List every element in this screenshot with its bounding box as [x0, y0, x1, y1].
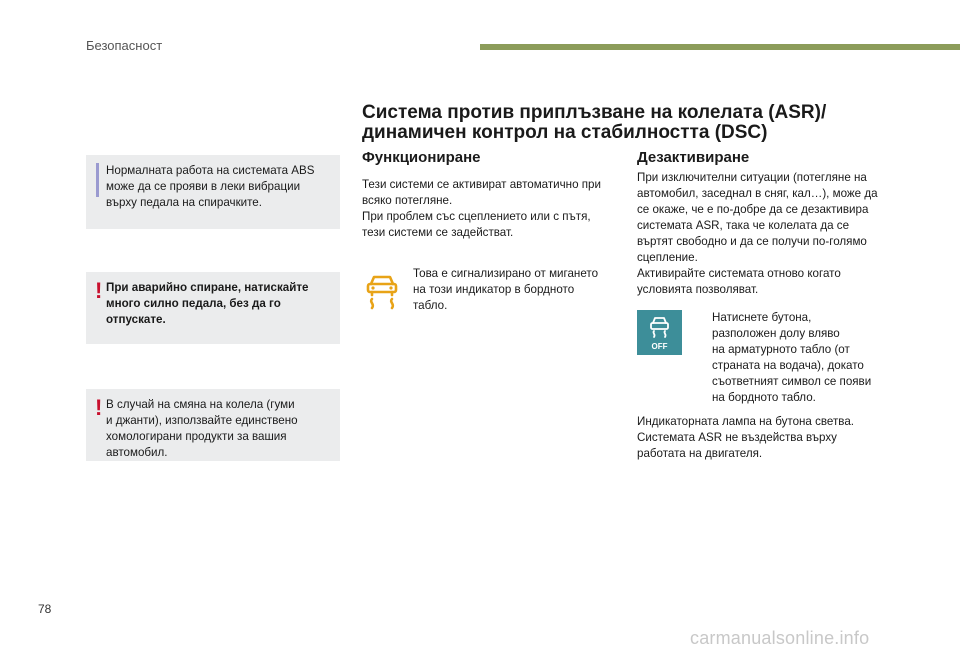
- title-line: Система против приплъзване на колелата (ASR)/: [362, 102, 827, 123]
- text-line: съответният символ се появи: [712, 375, 872, 388]
- text-line: Тези системи се активират автоматично при: [362, 178, 601, 191]
- page-number: 78: [38, 602, 52, 616]
- header-rule: [480, 44, 960, 50]
- text-line: разположен долу вляво: [712, 327, 840, 340]
- note-line: отпускате.: [106, 313, 166, 326]
- text-line: въртят свободно и да се получи по-голямо: [637, 235, 867, 248]
- note-line: автомобил.: [106, 446, 168, 459]
- page-title: [362, 103, 862, 143]
- note-line: При аварийно спиране, натискайте: [106, 281, 309, 294]
- text-line: системата ASR, така че колелата да се: [637, 219, 850, 232]
- text-line: автомобил, заседнал в сняг, кал…), може да: [637, 187, 878, 200]
- text-line: Индикаторната лампа на бутона светва.: [637, 415, 854, 428]
- deactivation-paragraph: [637, 170, 905, 298]
- text-line: на бордното табло.: [712, 391, 816, 404]
- operation-paragraph: [362, 177, 624, 241]
- text-line: При проблем със сцеплението или с пътя,: [362, 210, 591, 223]
- operation-heading: Функциониране: [362, 149, 481, 166]
- warning-exclamation-icon: !: [95, 395, 103, 420]
- result-paragraph: [637, 414, 905, 462]
- text-line: на арматурното табло (от: [712, 343, 850, 356]
- text-line: При изключителни ситуации (потегляне на: [637, 171, 867, 184]
- info-bar-icon: [96, 163, 99, 197]
- note-line: може да се прояви в леки вибрации: [106, 180, 301, 193]
- skid-car-icon: [362, 270, 402, 310]
- note-line: много силно педала, без да го: [106, 297, 281, 310]
- title-line: динамичен контрол на стабилността (DSC): [362, 122, 768, 143]
- text-line: Натиснете бутона,: [712, 311, 812, 324]
- note-line: върху педала на спирачките.: [106, 196, 262, 209]
- text-line: работата на двигателя.: [637, 447, 763, 460]
- text-line: условията позволяват.: [637, 283, 759, 296]
- text-line: се окаже, че е по-добре да се дезактивира: [637, 203, 869, 216]
- text-line: страната на водача), докато: [712, 359, 864, 372]
- section-label: Безопасност: [86, 38, 163, 53]
- text-line: Системата ASR не въздейства върху: [637, 431, 837, 444]
- text-line: всяко потегляне.: [362, 194, 453, 207]
- info-note-abs: [86, 155, 340, 229]
- indicator-paragraph: [413, 266, 613, 314]
- watermark: carmanualsonline.info: [690, 628, 870, 648]
- text-line: сцепление.: [637, 251, 698, 264]
- note-line: Нормалната работа на системата ABS: [106, 164, 315, 177]
- deactivation-step: [712, 310, 902, 406]
- text-line: табло.: [413, 299, 448, 312]
- asr-off-button-icon: [637, 310, 682, 355]
- note-line: хомологирани продукти за вашия: [106, 430, 287, 443]
- deactivation-heading: Дезактивиране: [637, 149, 750, 166]
- warning-note-braking: [86, 272, 340, 344]
- warning-note-wheels: [86, 389, 340, 461]
- warning-exclamation-icon: !: [95, 278, 103, 303]
- off-label: OFF: [651, 342, 668, 351]
- text-line: на този индикатор в бордното: [413, 283, 575, 296]
- note-line: и джанти), използвайте единствено: [106, 414, 298, 427]
- note-line: В случай на смяна на колела (гуми: [106, 398, 295, 411]
- text-line: тези системи се задействат.: [362, 226, 514, 239]
- text-line: Активирайте системата отново когато: [637, 267, 841, 280]
- text-line: Това е сигнализирано от мигането: [413, 267, 599, 280]
- skid-car-off-icon: [637, 310, 682, 355]
